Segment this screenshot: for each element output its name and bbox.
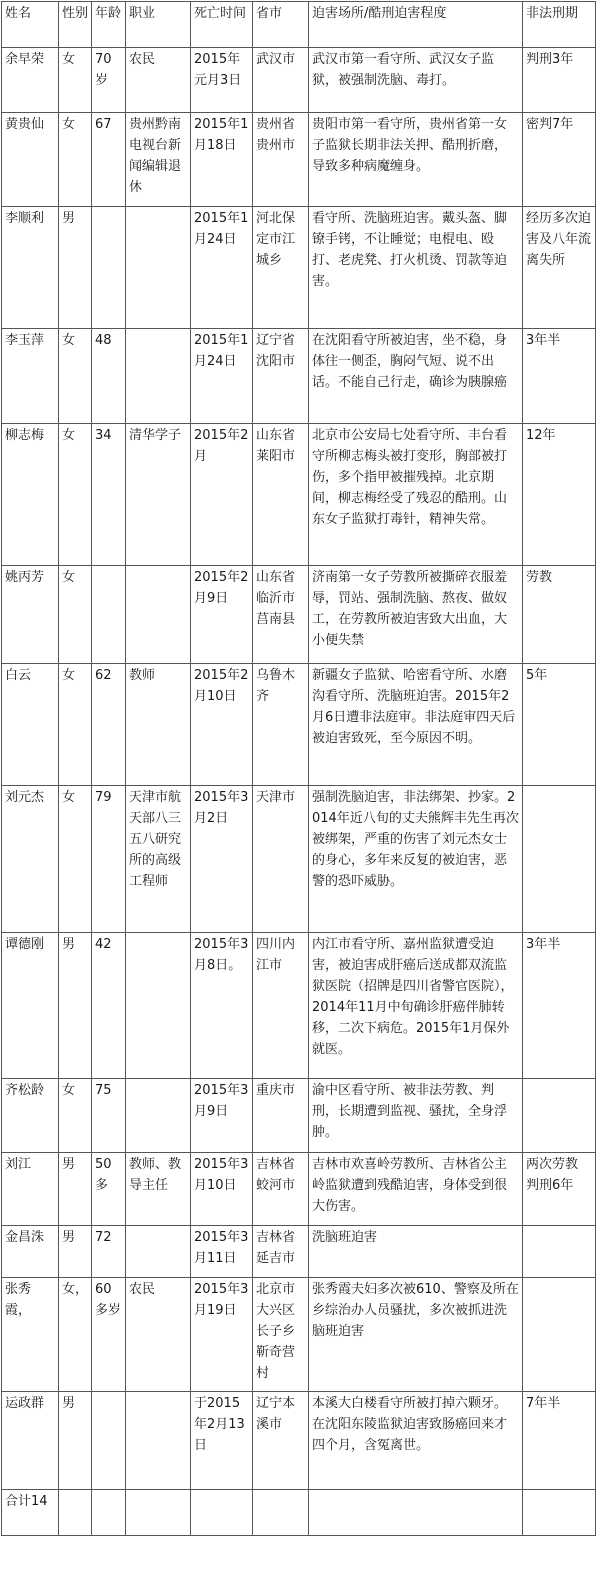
col-header-persecution: 迫害场所/酷刑迫害程度 — [309, 2, 523, 48]
cell-death-date: 2015年2月9日 — [191, 566, 253, 664]
cell-occupation: 农民 — [126, 48, 191, 113]
cell-gender: 女 — [59, 48, 92, 113]
cell-gender: 男 — [59, 207, 92, 329]
cell-persecution: 张秀霞夫妇多次被610、警察及所在乡综治办人员骚扰，多次被抓进洗脑班迫害 — [309, 1278, 523, 1392]
cell-persecution: 渝中区看守所、被非法劳教、判刑，长期遭到监视、骚扰，全身浮肿。 — [309, 1079, 523, 1153]
table-row — [2, 113, 596, 207]
cell-age: 67 — [92, 113, 126, 207]
table-row — [2, 933, 596, 1079]
cell-death-date: 2015年2月 — [191, 424, 253, 566]
cell-occupation — [126, 933, 191, 1079]
cell-location: 吉林省延吉市 — [253, 1226, 309, 1278]
cell-location: 四川内江市 — [253, 933, 309, 1079]
cell-name: 张秀霞， — [2, 1278, 59, 1392]
cell-occupation — [126, 207, 191, 329]
cell-age — [92, 1392, 126, 1490]
cell-sentence: 12年 — [523, 424, 596, 566]
cell-name: 谭德刚 — [2, 933, 59, 1079]
cell-location: 辽宁本溪市 — [253, 1392, 309, 1490]
cell-sentence: 3年半 — [523, 933, 596, 1079]
table-row — [2, 1153, 596, 1226]
cell-location: 重庆市 — [253, 1079, 309, 1153]
cell-sentence: 3年半 — [523, 329, 596, 424]
cell-age — [92, 207, 126, 329]
cell-death-date: 2015年1月18日 — [191, 113, 253, 207]
cell-occupation: 贵州黔南电视台新闻编辑退休 — [126, 113, 191, 207]
cell-gender: 女 — [59, 424, 92, 566]
cell-gender: 男 — [59, 1226, 92, 1278]
empty-cell — [126, 1490, 191, 1536]
cell-sentence — [523, 1079, 596, 1153]
persecution-death-table — [1, 1, 596, 1536]
cell-name: 刘元杰 — [2, 786, 59, 933]
cell-persecution: 看守所、洗脑班迫害。戴头盔、脚镣手铐，不让睡觉；电棍电、殴打、老虎凳、打火机烫、罚款等迫害。 — [309, 207, 523, 329]
cell-death-date: 于2015年2月13日 — [191, 1392, 253, 1490]
cell-persecution: 本溪大白楼看守所被打掉六颗牙。在沈阳东陵监狱迫害致肠癌回来才四个月，含冤离世。 — [309, 1392, 523, 1490]
cell-name: 白云 — [2, 664, 59, 786]
cell-death-date: 2015年1月24日 — [191, 329, 253, 424]
cell-persecution: 在沈阳看守所被迫害，坐不稳，身体往一侧歪，胸闷气短、说不出话。不能自己行走，确诊为胰腺癌 — [309, 329, 523, 424]
cell-persecution: 吉林市欢喜岭劳教所、吉林省公主岭监狱遭到残酷迫害，身体受到很大伤害。 — [309, 1153, 523, 1226]
empty-cell — [523, 1490, 596, 1536]
cell-sentence: 5年 — [523, 664, 596, 786]
cell-persecution: 洗脑班迫害 — [309, 1226, 523, 1278]
cell-name: 齐松龄 — [2, 1079, 59, 1153]
cell-gender: 男 — [59, 1392, 92, 1490]
table-row — [2, 207, 596, 329]
cell-gender: 男 — [59, 933, 92, 1079]
cell-name: 余早荣 — [2, 48, 59, 113]
cell-age: 42 — [92, 933, 126, 1079]
col-header-name: 姓名 — [2, 2, 59, 48]
cell-occupation: 清华学子 — [126, 424, 191, 566]
cell-age: 72 — [92, 1226, 126, 1278]
cell-occupation: 天津市航天部八三五八研究所的高级工程师 — [126, 786, 191, 933]
cell-location: 北京市大兴区长子乡靳奇营村 — [253, 1278, 309, 1392]
cell-sentence: 两次劳教 判刑6年 — [523, 1153, 596, 1226]
col-header-gender: 性别 — [59, 2, 92, 48]
col-header-occupation: 职业 — [126, 2, 191, 48]
cell-name: 姚丙芳 — [2, 566, 59, 664]
empty-cell — [59, 1490, 92, 1536]
cell-death-date: 2015年3月10日 — [191, 1153, 253, 1226]
cell-death-date: 2015年元月3日 — [191, 48, 253, 113]
cell-age: 62 — [92, 664, 126, 786]
cell-location: 河北保定市江城乡 — [253, 207, 309, 329]
cell-gender: 男 — [59, 1153, 92, 1226]
cell-persecution: 武汉市第一看守所、武汉女子监狱，被强制洗脑、毒打。 — [309, 48, 523, 113]
empty-cell — [309, 1490, 523, 1536]
cell-persecution: 强制洗脑迫害，非法绑架、抄家。2014年近八旬的丈夫熊辉丰先生再次被绑架，严重的伤害了刘元杰女士的身心，多年来反复的被迫害，恶警的恐吓威胁。 — [309, 786, 523, 933]
table-row — [2, 48, 596, 113]
cell-name: 李玉萍 — [2, 329, 59, 424]
cell-sentence — [523, 786, 596, 933]
cell-age: 34 — [92, 424, 126, 566]
cell-age: 70岁 — [92, 48, 126, 113]
cell-death-date: 2015年3月8日。 — [191, 933, 253, 1079]
table-row — [2, 664, 596, 786]
cell-name: 运政群 — [2, 1392, 59, 1490]
table-row — [2, 1226, 596, 1278]
cell-occupation — [126, 329, 191, 424]
cell-death-date: 2015年3月2日 — [191, 786, 253, 933]
cell-location: 天津市 — [253, 786, 309, 933]
cell-name: 黄贵仙 — [2, 113, 59, 207]
cell-gender: 女 — [59, 786, 92, 933]
cell-location: 贵州省贵州市 — [253, 113, 309, 207]
cell-occupation: 教师、教导主任 — [126, 1153, 191, 1226]
cell-name: 柳志梅 — [2, 424, 59, 566]
cell-occupation — [126, 1392, 191, 1490]
table-header-row — [2, 2, 596, 48]
empty-cell — [191, 1490, 253, 1536]
cell-age: 60多岁 — [92, 1278, 126, 1392]
cell-name: 李顺利 — [2, 207, 59, 329]
table-row — [2, 1079, 596, 1153]
cell-death-date: 2015年3月19日 — [191, 1278, 253, 1392]
cell-occupation: 教师 — [126, 664, 191, 786]
cell-sentence — [523, 1278, 596, 1392]
cell-occupation: 农民 — [126, 1278, 191, 1392]
cell-age: 48 — [92, 329, 126, 424]
cell-sentence: 劳教 — [523, 566, 596, 664]
table-row — [2, 566, 596, 664]
cell-gender: 女 — [59, 664, 92, 786]
table-row — [2, 786, 596, 933]
cell-gender: 女 — [59, 113, 92, 207]
cell-sentence — [523, 1226, 596, 1278]
cell-name: 金昌洙 — [2, 1226, 59, 1278]
cell-name: 刘江 — [2, 1153, 59, 1226]
table-row — [2, 1392, 596, 1490]
cell-sentence: 经历多次迫害及八年流离失所 — [523, 207, 596, 329]
cell-location: 山东省临沂市莒南县 — [253, 566, 309, 664]
cell-sentence: 7年半 — [523, 1392, 596, 1490]
cell-persecution: 贵阳市第一看守所，贵州省第一女子监狱长期非法关押、酷刑折磨，导致多种病魔缠身。 — [309, 113, 523, 207]
table-row — [2, 424, 596, 566]
empty-cell — [253, 1490, 309, 1536]
cell-location: 武汉市 — [253, 48, 309, 113]
table-row — [2, 329, 596, 424]
cell-sentence: 密判7年 — [523, 113, 596, 207]
cell-age: 79 — [92, 786, 126, 933]
cell-death-date: 2015年2月10日 — [191, 664, 253, 786]
table-total-row — [2, 1490, 596, 1536]
cell-death-date: 2015年1月24日 — [191, 207, 253, 329]
cell-sentence: 判刑3年 — [523, 48, 596, 113]
cell-persecution: 内江市看守所、嘉州监狱遭受迫害，被迫害成肝癌后送成都双流监狱医院（招牌是四川省警官医院），2014年11月中旬确诊肝癌伴肺转移，二次下病危。2015年1月保外就医。 — [309, 933, 523, 1079]
cell-gender: 女， — [59, 1278, 92, 1392]
cell-age: 75 — [92, 1079, 126, 1153]
cell-location: 吉林省蛟河市 — [253, 1153, 309, 1226]
cell-location: 山东省莱阳市 — [253, 424, 309, 566]
cell-persecution: 新疆女子监狱、哈密看守所、水磨沟看守所、洗脑班迫害。2015年2月6日遭非法庭审。非法庭审四天后被迫害致死，至今原因不明。 — [309, 664, 523, 786]
cell-gender: 女 — [59, 329, 92, 424]
cell-age: 50多 — [92, 1153, 126, 1226]
col-header-death-date: 死亡时间 — [191, 2, 253, 48]
cell-gender: 女 — [59, 1079, 92, 1153]
cell-occupation — [126, 1226, 191, 1278]
cell-location: 辽宁省沈阳市 — [253, 329, 309, 424]
cell-persecution: 北京市公安局七处看守所、丰台看守所柳志梅头被打变形，胸部被打伤，多个指甲被摧残掉。北京期间，柳志梅经受了残忍的酷刑。山东女子监狱打毒针，精神失常。 — [309, 424, 523, 566]
col-header-sentence: 非法刑期 — [523, 2, 596, 48]
cell-occupation — [126, 1079, 191, 1153]
cell-location: 乌鲁木齐 — [253, 664, 309, 786]
cell-occupation — [126, 566, 191, 664]
cell-gender: 女 — [59, 566, 92, 664]
col-header-age: 年龄 — [92, 2, 126, 48]
empty-cell — [92, 1490, 126, 1536]
cell-age — [92, 566, 126, 664]
cell-persecution: 济南第一女子劳教所被撕碎衣服羞辱，罚站、强制洗脑、熬夜、做奴工，在劳教所被迫害致大出血，大小便失禁 — [309, 566, 523, 664]
col-header-location: 省市 — [253, 2, 309, 48]
cell-death-date: 2015年3月11日 — [191, 1226, 253, 1278]
total-count: 合计14 — [2, 1490, 59, 1536]
table-row — [2, 1278, 596, 1392]
cell-death-date: 2015年3月9日 — [191, 1079, 253, 1153]
